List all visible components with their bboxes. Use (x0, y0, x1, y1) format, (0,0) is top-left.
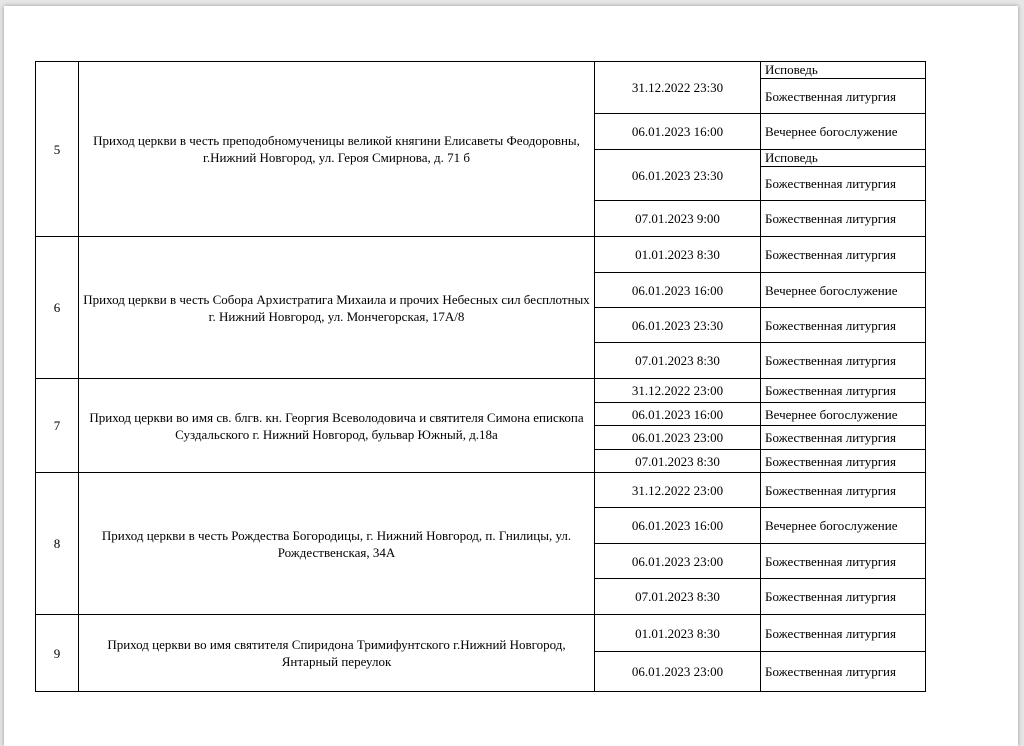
parish-name: Приход церкви во имя святителя Спиридона Тримифунтского г.Нижний Новгород, Янтарный переулок (79, 615, 595, 692)
service-datetime: 06.01.2023 23:00 (595, 652, 761, 692)
service-datetime: 07.01.2023 8:30 (595, 579, 761, 615)
parish-number: 9 (36, 615, 79, 692)
table-row (36, 379, 926, 403)
parish-name: Приход церкви в честь преподобномученицы великой княгини Елисаветы Феодоровны, г.Нижний Новгород, ул. Героя Смирнова, д. 71 б (79, 62, 595, 237)
parish-name: Приход церкви в честь Собора Архистратига Михаила и прочих Небесных сил бесплотных г. Нижний Новгород, ул. Мончегорская, 17А/8 (79, 237, 595, 379)
service-datetime: 31.12.2022 23:00 (595, 379, 761, 403)
service-datetime: 07.01.2023 9:00 (595, 201, 761, 237)
service-type: Божественная литургия (761, 343, 926, 379)
service-datetime: 06.01.2023 16:00 (595, 114, 761, 150)
table-row (36, 615, 926, 652)
service-type: Вечернее богослужение (761, 273, 926, 308)
service-type: Божественная литургия (761, 544, 926, 579)
service-type: Исповедь (761, 150, 926, 167)
service-datetime: 06.01.2023 16:00 (595, 403, 761, 426)
service-type: Божественная литургия (761, 426, 926, 450)
service-type: Божественная литургия (761, 652, 926, 692)
service-datetime: 31.12.2022 23:00 (595, 473, 761, 508)
service-type: Божественная литургия (761, 379, 926, 403)
service-datetime: 06.01.2023 23:00 (595, 544, 761, 579)
service-type: Вечернее богослужение (761, 403, 926, 426)
service-datetime: 06.01.2023 23:00 (595, 426, 761, 450)
service-type: Вечернее богослужение (761, 508, 926, 544)
service-datetime: 31.12.2022 23:30 (595, 62, 761, 114)
service-schedule-table (35, 61, 926, 692)
service-type: Божественная литургия (761, 237, 926, 273)
service-type: Божественная литургия (761, 579, 926, 615)
parish-number: 5 (36, 62, 79, 237)
service-datetime: 06.01.2023 23:30 (595, 308, 761, 343)
parish-number: 6 (36, 237, 79, 379)
service-type: Божественная литургия (761, 201, 926, 237)
service-datetime: 06.01.2023 16:00 (595, 273, 761, 308)
service-datetime: 07.01.2023 8:30 (595, 343, 761, 379)
service-datetime: 01.01.2023 8:30 (595, 237, 761, 273)
service-type: Вечернее богослужение (761, 114, 926, 150)
service-type: Божественная литургия (761, 167, 926, 201)
service-datetime: 07.01.2023 8:30 (595, 450, 761, 473)
table-row (36, 237, 926, 273)
parish-number: 7 (36, 379, 79, 473)
service-type: Божественная литургия (761, 615, 926, 652)
parish-name: Приход церкви в честь Рождества Богородицы, г. Нижний Новгород, п. Гнилицы, ул. Рождественская, 34А (79, 473, 595, 615)
service-datetime: 01.01.2023 8:30 (595, 615, 761, 652)
service-datetime: 06.01.2023 16:00 (595, 508, 761, 544)
service-type: Божественная литургия (761, 308, 926, 343)
parish-name: Приход церкви во имя св. блгв. кн. Георгия Всеволодовича и святителя Симона епископа Суздальского г. Нижний Новгород, бульвар Южный, д.18а (79, 379, 595, 473)
parish-number: 8 (36, 473, 79, 615)
service-type: Исповедь (761, 62, 926, 79)
service-type: Божественная литургия (761, 473, 926, 508)
service-type: Божественная литургия (761, 79, 926, 114)
service-datetime: 06.01.2023 23:30 (595, 150, 761, 201)
service-type: Божественная литургия (761, 450, 926, 473)
table-row (36, 473, 926, 508)
table-row (36, 62, 926, 79)
document-page (4, 6, 1018, 746)
